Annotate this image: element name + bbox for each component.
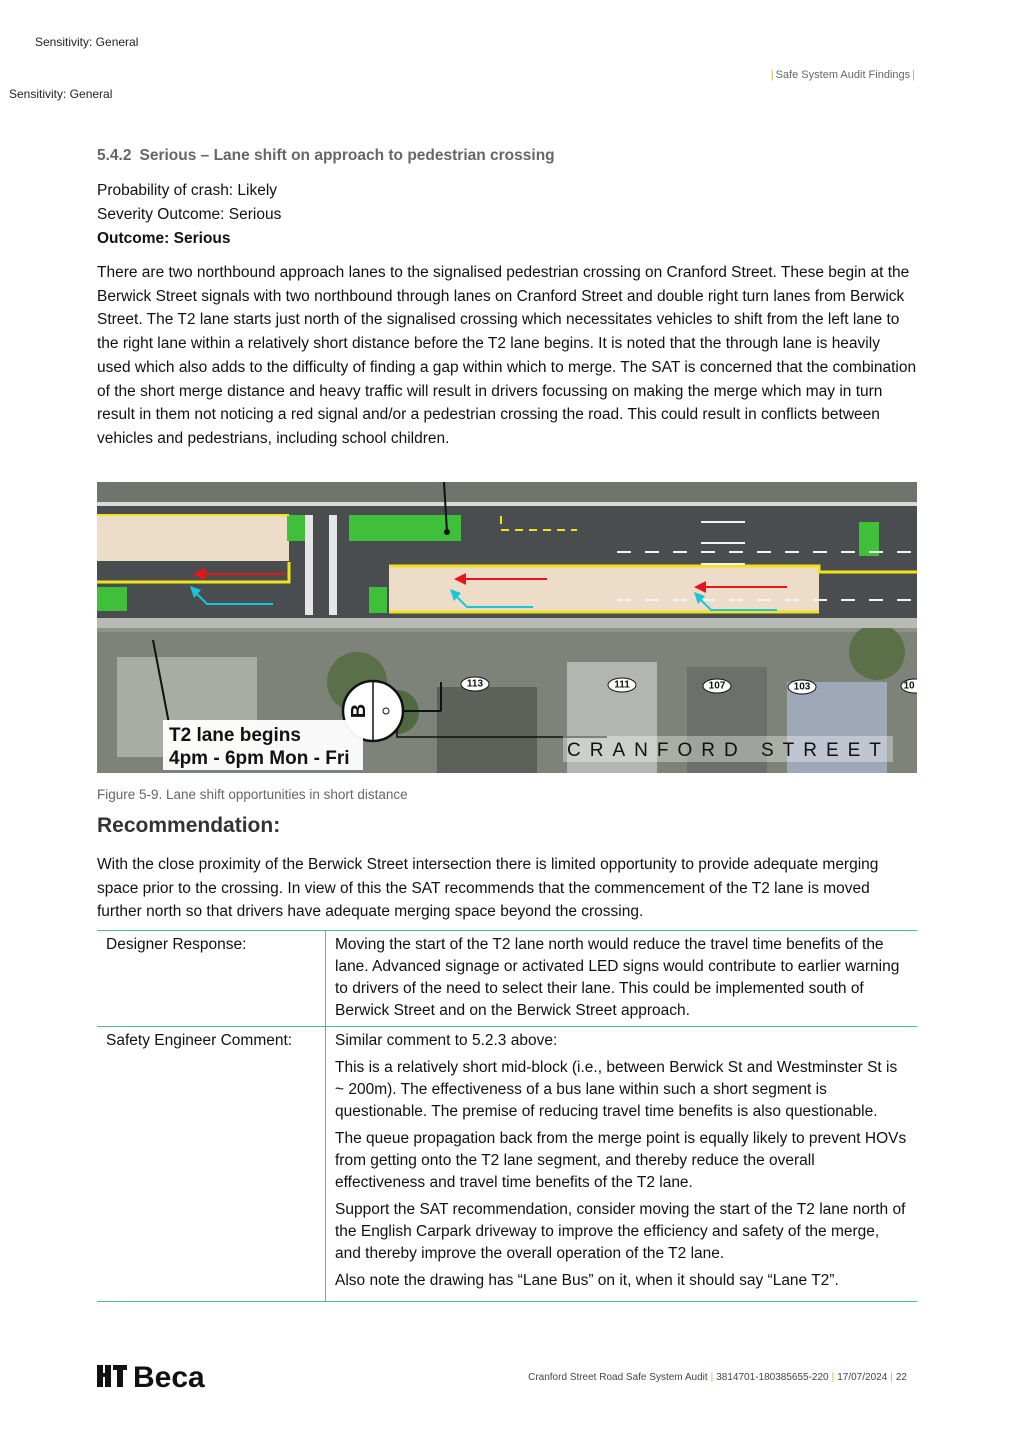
beca-logo-icon bbox=[97, 1365, 127, 1387]
comment-paragraph: Similar comment to 5.2.3 above: bbox=[335, 1032, 558, 1049]
comment-paragraph: This is a relatively short mid-block (i.e., between Berwick St and Westminster St is ~ 200m). The effectiveness of a bus lane within such a short segment is questionable. The premise of reducing travel time benefits is also questionable. bbox=[335, 1059, 898, 1120]
section-body: There are two northbound approach lanes to the signalised pedestrian crossing on Cranford Street. These begin at the Berwick Street signals with two northbound through lanes on Cranford Street and double right turn lanes from Berwick Street. The T2 lane starts just north of the signalised crossing which necessitates vehicles to shift from the left lane to the right lane within a relatively short distance before the T2 lane begins. It is noted that the through lane is heavily used which also adds to the difficulty of finding a gap within which to merge. The SAT is concerned that the combination of the short merge distance and heavy traffic will result in drivers focussing on making the merge which may in turn result in them not noticing a red signal and/or a pedestrian crossing the road. This could result in conflicts between vehicles and pedestrians, including school children. bbox=[97, 264, 917, 447]
table-row bbox=[97, 931, 917, 1027]
comment-paragraph: Support the SAT recommendation, consider moving the start of the T2 lane north of the English Carpark driveway to improve the efficiency and safety of the merge, and thereby improve the overall operation of the T2 lane. bbox=[335, 1201, 906, 1262]
sensitivity-label: Sensitivity: General bbox=[35, 35, 139, 49]
risk-summary bbox=[97, 179, 917, 251]
page-footer: Cranford Street Road Safe System Audit | 3814701-180385655-220 | 17/07/2024 | 22 bbox=[528, 1372, 907, 1383]
figure-caption: Figure 5-9. Lane shift opportunities in short distance bbox=[97, 787, 408, 802]
header-title: Safe System Audit Findings bbox=[775, 69, 911, 81]
footer-page-number: 22 bbox=[895, 1372, 907, 1383]
logo-text: Beca bbox=[133, 1361, 205, 1391]
table-row bbox=[97, 1027, 917, 1302]
comment-paragraph: Also note the drawing has “Lane Bus” on it, when it should say “Lane T2”. bbox=[335, 1272, 839, 1289]
footer-doc-title: Cranford Street Road Safe System Audit bbox=[528, 1372, 708, 1383]
comment-paragraph: The queue propagation back from the merge point is equally likely to prevent HOVs from getting onto the T2 lane segment, and thereby reduce the overall effectiveness and travel time benefits of the T2 lane. bbox=[335, 1130, 907, 1191]
recommendation-heading: Recommendation: bbox=[97, 814, 281, 837]
house-number: 107 bbox=[708, 680, 726, 692]
house-number: 10 bbox=[903, 680, 915, 692]
footer-doc-number: 3814701-180385655-220 bbox=[716, 1372, 829, 1383]
site-plan-figure bbox=[97, 482, 917, 773]
safety-engineer-label: Safety Engineer Comment: bbox=[97, 1027, 326, 1302]
beca-logo bbox=[97, 1361, 237, 1391]
street-name: CRANFORD STREET bbox=[567, 740, 890, 761]
house-number: 113 bbox=[466, 678, 484, 690]
response-table bbox=[97, 930, 917, 1302]
callout-line-1: T2 lane begins bbox=[169, 725, 301, 746]
house-number: 103 bbox=[793, 681, 811, 693]
designer-response-label: Designer Response: bbox=[97, 931, 326, 1027]
section-title: Serious – Lane shift on approach to pedestrian crossing bbox=[139, 147, 555, 164]
site-plan-drawing bbox=[97, 482, 917, 773]
sign-letter: B bbox=[348, 703, 370, 719]
callout-line-2: 4pm - 6pm Mon - Fri bbox=[169, 748, 350, 769]
recommendation-body: With the close proximity of the Berwick Street intersection there is limited opportunity to provide adequate merging space prior to the crossing. In view of this the SAT recommends that the commencement of the T2 lane is moved further north so that drivers have adequate merging space beyond the crossing. bbox=[97, 856, 879, 921]
probability-line: Probability of crash: Likely bbox=[97, 182, 278, 199]
footer-date: 17/07/2024 bbox=[837, 1372, 888, 1383]
sensitivity-label-secondary: Sensitivity: General bbox=[9, 87, 113, 101]
severity-line: Severity Outcome: Serious bbox=[97, 206, 282, 223]
running-header: | Safe System Audit Findings | bbox=[770, 69, 915, 81]
house-number: 111 bbox=[614, 679, 630, 691]
designer-response-text: Moving the start of the T2 lane north would reduce the travel time benefits of the lane. Advanced signage or activated LED signs would contribute to earlier warning to drivers of the need to select their lane. This could be implemented south of Berwick Street and on the Berwick Street approach. bbox=[335, 936, 900, 1019]
section-heading bbox=[97, 147, 917, 165]
outcome-line: Outcome: Serious bbox=[97, 230, 231, 247]
section-number: 5.4.2 bbox=[97, 147, 132, 164]
safety-engineer-comment bbox=[326, 1027, 918, 1302]
